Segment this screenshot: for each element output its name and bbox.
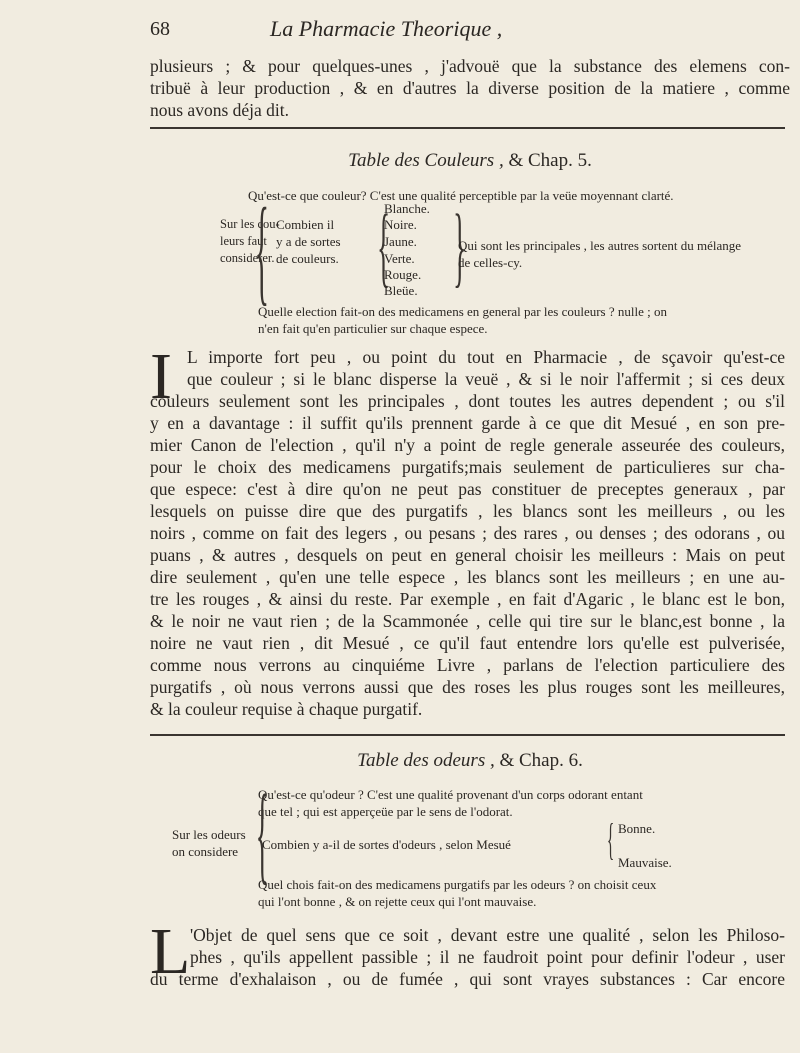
divider <box>150 127 785 129</box>
section-title-odeurs <box>150 750 790 772</box>
intro-line-2: tribuë à leur production , & en d'autres la diverse position de la matiere , comme <box>150 78 790 98</box>
section-title-text-2: Table des odeurs , <box>357 750 495 771</box>
body1-line-8: lesquels on puisse dire que des purgatifs , les blancs sont les meilleurs , ou les <box>150 501 785 521</box>
section-chapter: & Chap. 5. <box>508 150 592 171</box>
body1-line-15: comme nous verrons au cinquiéme Livre , parlans de l'election particuliere des <box>150 655 785 675</box>
election-line-1: Quelle election fait-on des medicamens en general par les couleurs ? nulle ; on <box>258 304 667 319</box>
body1-line-12: tre les rouges , & ainsi du reste. Par exemple , en fait d'Agaric , le blanc est le bon, <box>150 589 785 609</box>
odeur-bonne: Bonne. <box>618 821 656 836</box>
body1-line-16: purgatifs , où nous verrons aussi que des roses les plus rouges sont les meilleures, <box>150 677 785 697</box>
color-jaune: Jaune. <box>384 234 417 249</box>
colour-question: Qu'est-ce que couleur? C'est une qualité perceptible par la veüe moyennant clarté. <box>248 188 674 203</box>
brace-kinds: { <box>606 815 615 864</box>
how-many-couleurs-1: Combien il <box>276 217 335 232</box>
body1-line-9: noirs , comme on fait des legers , ou pesans ; des rares , ou denses ; des odorans , ou <box>150 523 785 543</box>
body1-line-4: y en a davantage : il suffit qu'ils prennent garde à ce que dit Mesué , en son pre- <box>150 413 785 433</box>
running-title: La Pharmacie Theorique , <box>270 16 503 41</box>
odeur-question-2: que tel ; qui est apperçeüe par le sens de l'odorat. <box>258 804 513 819</box>
odeur-mauvaise: Mauvaise. <box>618 855 672 870</box>
body1-line-13: & le noir ne vaut rien ; de la Scammonée , celle qui tire sur le blanc,est bonne , la <box>150 611 785 631</box>
color-verte: Verte. <box>384 251 415 266</box>
body1-line-6: pour le choix des medicamens purgatifs;mais seulement de particulieres sur cha- <box>150 457 785 477</box>
intro-line-1: plusieurs ; & pour quelques-unes , j'advouë que la substance des elemens con- <box>150 56 790 76</box>
drop-cap-i: I <box>150 340 172 413</box>
body1-line-17: & la couleur requise à chaque purgatif. <box>150 699 423 719</box>
principal-line-2: de celles-cy. <box>458 255 523 270</box>
how-many-couleurs-2: y a de sortes <box>276 234 341 249</box>
body1-line-1: L importe fort peu , ou point du tout en Pharmacie , de sçavoir qu'est-ce <box>187 347 785 367</box>
brace-colors-right: { <box>453 197 467 296</box>
brace-colors: { <box>377 197 391 296</box>
body2-line-2: phes , qu'ils appellent passible ; il ne faudroit point pour definir l'odeur , user <box>190 947 785 967</box>
body1-line-7: que espece: c'est à dire qu'on ne peut pas constituer de preceptes generaux , par <box>150 479 785 499</box>
page-number: 68 <box>150 18 170 40</box>
brace-outer: { <box>254 183 270 316</box>
left-label-odeurs-2: on considere <box>172 844 239 859</box>
principal-line-1: Qui sont les principales , les autres sortent du mélange <box>458 238 742 253</box>
brace-odeurs: { <box>255 772 270 894</box>
odeur-question-1: Qu'est-ce qu'odeur ? C'est une qualité provenant d'un corps odorant entant <box>258 787 643 802</box>
color-blanche: Blanche. <box>384 201 430 216</box>
section-chapter-2: & Chap. 6. <box>499 750 583 771</box>
odeur-choice-2: qui l'ont bonne , & on rejette ceux qui l'ont mauvaise. <box>258 894 537 909</box>
drop-cap-l: L <box>150 915 191 988</box>
intro-line-3: nous avons déja dit. <box>150 100 290 120</box>
body1-line-3: couleurs seulement sont les principales , dont toutes les autres dependent ; ou s'il <box>150 391 785 411</box>
body2-line-3: du terme d'exhalaison , ou de fumée , qui sont vrayes substances : Car encore <box>150 969 785 989</box>
section-title-couleurs <box>150 150 790 172</box>
body1-line-2: que couleur ; si le blanc disperse la veuë , & si le noir l'affermit ; si ces deux <box>187 369 785 389</box>
left-label-couleurs-3: considerer. <box>220 251 275 265</box>
election-line-2: n'en fait qu'en particulier sur chaque espece. <box>258 321 488 336</box>
color-rouge: Rouge. <box>384 267 422 282</box>
body2-line-1: 'Objet de quel sens que ce soit , devant estre une qualité , selon les Philoso- <box>190 925 785 945</box>
color-bleue: Bleüe. <box>384 283 418 298</box>
color-noire: Noire. <box>384 217 417 232</box>
body1-line-11: dire seulement , qu'en une telle espece , les blancs sont les meilleurs ; en une au- <box>150 567 785 587</box>
body1-line-14: noire ne vaut rien , dit Mesué , ce qu'il faut entendre lors qu'elle est pulverisée, <box>150 633 785 653</box>
how-many-couleurs-3: de couleurs. <box>276 251 339 266</box>
divider-2 <box>150 734 785 736</box>
section-title-text: Table des Couleurs , <box>348 150 504 171</box>
body1-line-5: mier Canon de l'election , qu'il n'y a point de regle generale asseurée des couleurs, <box>150 435 785 455</box>
left-label-couleurs-2: leurs faut <box>220 234 267 248</box>
running-header <box>150 12 750 46</box>
body1-line-10: puans , & autres , desquels on peut en general choisir les meilleurs : Mais on peut <box>150 545 785 565</box>
odeur-how-many: Combien y a-il de sortes d'odeurs , selon Mesué <box>262 837 511 852</box>
odeur-choice-1: Quel chois fait-on des medicamens purgatifs par les odeurs ? on choisit ceux <box>258 877 657 892</box>
left-label-odeurs-1: Sur les odeurs <box>172 827 246 842</box>
left-label-couleurs-1: Sur les cou- <box>220 217 280 231</box>
